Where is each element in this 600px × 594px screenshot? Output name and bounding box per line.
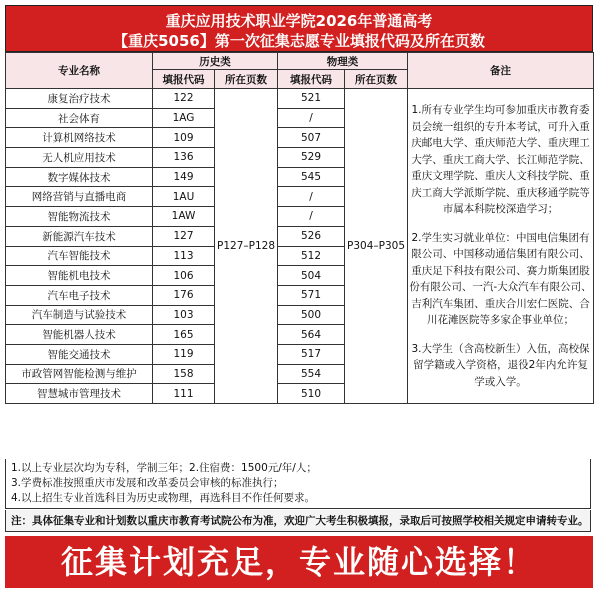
history-code-cell: 106 bbox=[153, 266, 215, 286]
document bbox=[5, 5, 593, 588]
major-name-cell: 汽车电子技术 bbox=[6, 285, 153, 305]
promo-banner: 征集计划充足，专业随心选择！ bbox=[5, 536, 593, 588]
col-physics-page: 所在页数 bbox=[345, 70, 408, 89]
major-name-cell: 智慧城市管理技术 bbox=[6, 384, 153, 404]
history-code-cell: 103 bbox=[153, 305, 215, 325]
remark-item: 2.学生实习就业单位：中国电信集团有限公司、中国移动通信集团有限公司、重庆足下科技有限公司、赛力斯集团股份有限公司、一汽-大众汽车有限公司、吉利汽车集团、重庆合川宏仁医院、合川花滩医院等多家企事业单位； bbox=[409, 231, 592, 326]
physics-code-cell: 504 bbox=[278, 266, 345, 286]
history-code-cell: 165 bbox=[153, 325, 215, 345]
history-code-cell: 1AU bbox=[153, 187, 215, 207]
major-name-cell: 康复治疗技术 bbox=[6, 89, 153, 109]
physics-code-cell: 500 bbox=[278, 305, 345, 325]
history-code-cell: 1AG bbox=[153, 108, 215, 128]
col-major-name: 专业名称 bbox=[6, 53, 153, 89]
remarks-cell bbox=[408, 89, 594, 404]
physics-code-cell: 554 bbox=[278, 364, 345, 384]
col-history-page: 所在页数 bbox=[215, 70, 278, 89]
major-name-cell: 智能机器人技术 bbox=[6, 325, 153, 345]
history-code-cell: 136 bbox=[153, 148, 215, 168]
footnotes bbox=[5, 459, 591, 509]
col-history-code: 填报代码 bbox=[153, 70, 215, 89]
history-code-cell: 122 bbox=[153, 89, 215, 109]
major-name-cell: 市政管网智能检测与维护 bbox=[6, 364, 153, 384]
footnote: 3.学费标准按照重庆市发展和改革委员会审核的标准执行； bbox=[11, 477, 284, 489]
physics-code-cell: 564 bbox=[278, 325, 345, 345]
history-code-cell: 109 bbox=[153, 128, 215, 148]
remark-item: 1.所有专业学生均可参加重庆市教育委员会统一组织的专升本考试，可升入重庆邮电大学、重庆师范大学、重庆理工大学、重庆工商大学、长江师范学院、重庆文理学院、重庆人文科技学院、重庆工商大学派斯学院、重庆移通学院等市属本科院校深造学习； bbox=[411, 104, 590, 215]
history-code-cell: 113 bbox=[153, 246, 215, 266]
physics-code-cell: / bbox=[278, 108, 345, 128]
table-row bbox=[6, 89, 594, 109]
physics-code-cell: 517 bbox=[278, 344, 345, 364]
col-physics: 物理类 bbox=[278, 53, 408, 70]
history-code-cell: 111 bbox=[153, 384, 215, 404]
history-code-cell: 119 bbox=[153, 344, 215, 364]
major-name-cell: 计算机网络技术 bbox=[6, 128, 153, 148]
major-name-cell: 网络营销与直播电商 bbox=[6, 187, 153, 207]
physics-code-cell: / bbox=[278, 187, 345, 207]
major-name-cell: 智能物流技术 bbox=[6, 207, 153, 227]
major-name-cell: 智能交通技术 bbox=[6, 344, 153, 364]
col-physics-code: 填报代码 bbox=[278, 70, 345, 89]
physics-code-cell: 529 bbox=[278, 148, 345, 168]
footnote: 4.以上招生专业首选科目为历史或物理，再选科目不作任何要求。 bbox=[11, 492, 316, 504]
history-code-cell: 127 bbox=[153, 226, 215, 246]
history-code-cell: 176 bbox=[153, 285, 215, 305]
col-remarks: 备注 bbox=[408, 53, 594, 89]
major-name-cell: 智能机电技术 bbox=[6, 266, 153, 286]
physics-code-cell: 571 bbox=[278, 285, 345, 305]
history-pages-cell: P127–P128 bbox=[215, 89, 278, 404]
footnote: 1.以上专业层次均为专科，学制三年；2.住宿费：1500元/年/人； bbox=[11, 462, 317, 474]
physics-code-cell: / bbox=[278, 207, 345, 227]
physics-code-cell: 526 bbox=[278, 226, 345, 246]
title-header bbox=[5, 5, 593, 52]
major-name-cell: 新能源汽车技术 bbox=[6, 226, 153, 246]
history-code-cell: 149 bbox=[153, 167, 215, 187]
history-code-cell: 158 bbox=[153, 364, 215, 384]
notice: 注：具体征集专业和计划数以重庆市教育考试院公布为准，欢迎广大考生积极填报，录取后可按照学校相关规定申请转专业。 bbox=[5, 510, 591, 532]
page-title: 重庆应用技术职业学院2026年普通高考 bbox=[165, 12, 433, 30]
major-name-cell: 社会体育 bbox=[6, 108, 153, 128]
major-name-cell: 数字媒体技术 bbox=[6, 167, 153, 187]
page-subtitle: 【重庆5056】第一次征集志愿专业填报代码及所在页数 bbox=[113, 32, 485, 50]
remark-item: 3.大学生（含高校新生）入伍，高校保留学籍或入学资格，退役2年内允许复学或入学。 bbox=[411, 342, 590, 388]
col-history: 历史类 bbox=[153, 53, 278, 70]
physics-code-cell: 545 bbox=[278, 167, 345, 187]
major-name-cell: 无人机应用技术 bbox=[6, 148, 153, 168]
major-name-cell: 汽车智能技术 bbox=[6, 246, 153, 266]
history-code-cell: 1AW bbox=[153, 207, 215, 227]
major-name-cell: 汽车制造与试验技术 bbox=[6, 305, 153, 325]
majors-table bbox=[5, 52, 594, 404]
physics-pages-cell: P304–P305 bbox=[345, 89, 408, 404]
physics-code-cell: 510 bbox=[278, 384, 345, 404]
physics-code-cell: 507 bbox=[278, 128, 345, 148]
physics-code-cell: 521 bbox=[278, 89, 345, 109]
physics-code-cell: 512 bbox=[278, 246, 345, 266]
